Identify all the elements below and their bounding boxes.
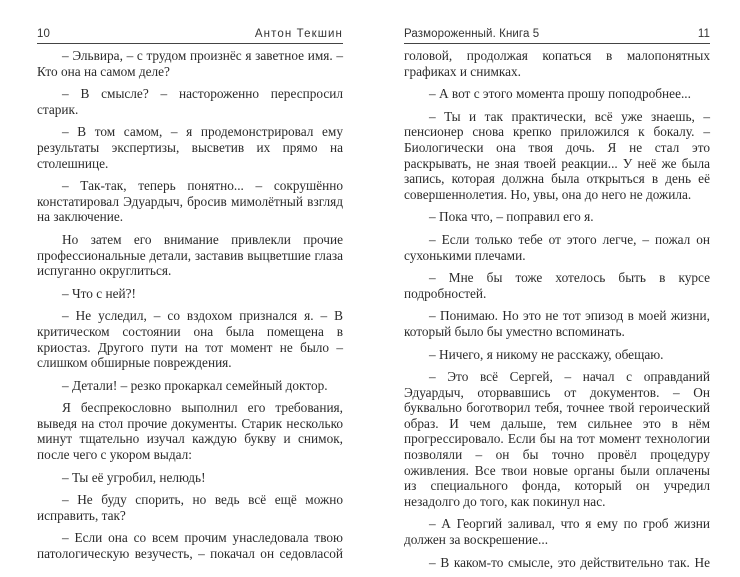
paragraph: – А вот с этого момента прошу поподробнее... (429, 86, 691, 102)
paragraph: – В том самом, – я продемонстрировал ему результаты экспертизы, высветив их прямо на столешнице. (37, 124, 343, 171)
right-running-head (404, 26, 710, 44)
paragraph: – Детали! – резко прокаркал семейный доктор. (62, 377, 328, 393)
paragraph: – В смысле? – настороженно переспросил старик. (37, 86, 343, 117)
paragraph: – Ты её угробил, нелюдь! (62, 469, 206, 485)
paragraph: – А Георгий заливал, что я ему по гроб жизни должен за воскрешение... (404, 516, 710, 548)
paragraph: – Что с ней?! (62, 285, 136, 301)
right-page-body (404, 48, 710, 570)
paragraph: Но затем его внимание привлекли прочие профессиональные детали, заставив выцветшие глаза испуганно округлиться. (37, 231, 343, 279)
paragraph: – Понимаю. Но это не тот эпизод в моей жизни, который было бы уместно вспоминать. (404, 308, 710, 339)
paragraph: – Если она со всем прочим унаследовала твою патологическую везучесть, – покачал он седовласой (37, 530, 343, 562)
left-page (37, 26, 343, 569)
left-running-head (37, 26, 343, 44)
right-page-number: 11 (697, 28, 710, 40)
paragraph: – Эльвира, – с трудом произнёс я заветное имя. – Кто она на самом деле? (37, 48, 343, 79)
paragraph: – Так-так, теперь понятно... – сокрушённо констатировал Эдуардыч, бросив мимолётный взгляд на заключение. (37, 178, 343, 225)
paragraph: – Пока что, – поправил его я. (429, 209, 594, 225)
paragraph: – Если только тебе от этого легче, – пожал он сухонькими плечами. (404, 231, 710, 263)
left-page-number: 10 (37, 28, 50, 40)
right-running-head-title: Размороженный. Книга 5 (404, 28, 540, 40)
left-running-head-author: Антон Текшин (254, 28, 343, 40)
paragraph: Я беспрекословно выполнил его требования, выведя на стол прочие документы. Старик несколько минут тщательно изучал каждую букву и снимок, после чего с укором выдал: (37, 400, 343, 463)
right-page (404, 26, 710, 577)
paragraph: – Ничего, я никому не расскажу, обещаю. (429, 346, 664, 362)
paragraph: – Не уследил, – со вздохом признался я. – В критическом состоянии она была помещена в криостаз. Другого пути на тот момент не было – слишком обширные повреждения. (37, 308, 343, 371)
left-page-body (37, 48, 343, 562)
paragraph: – Ты и так практически, всё уже знаешь, – пенсионер снова крепко приложился к бокалу. – Биологически она твоя дочь. Я не стал это раскрывать, не зная твоей реакции... У неё же была запись, которая должна была открыться в день её совершеннолетия. Но, увы, она до него не дожила. (404, 108, 710, 202)
paragraph: – Мне бы тоже хотелось быть в курсе подробностей. (404, 270, 710, 301)
paragraph: – Не буду спорить, но ведь всё ещё можно исправить, так? (37, 492, 343, 523)
paragraph: головой, продолжая копаться в малопонятных графиках и снимках. (404, 48, 710, 79)
paragraph: – В каком-то смысле, это действительно так. Не (429, 554, 710, 570)
paragraph: – Это всё Сергей, – начал с оправданий Эдуардыч, оторвавшись от документов. – Он буквально боготворил тебя, точнее твой героический образ. И чем дальше, тем сильнее это в нём прогрессировало. Если бы на тот момент технологии позволяли – он бы точно провёл процедуру оживления. Все твои новые органы были оплачены из специального фонда, который он учредил незадолго до того, как покинул нас. (404, 369, 710, 509)
